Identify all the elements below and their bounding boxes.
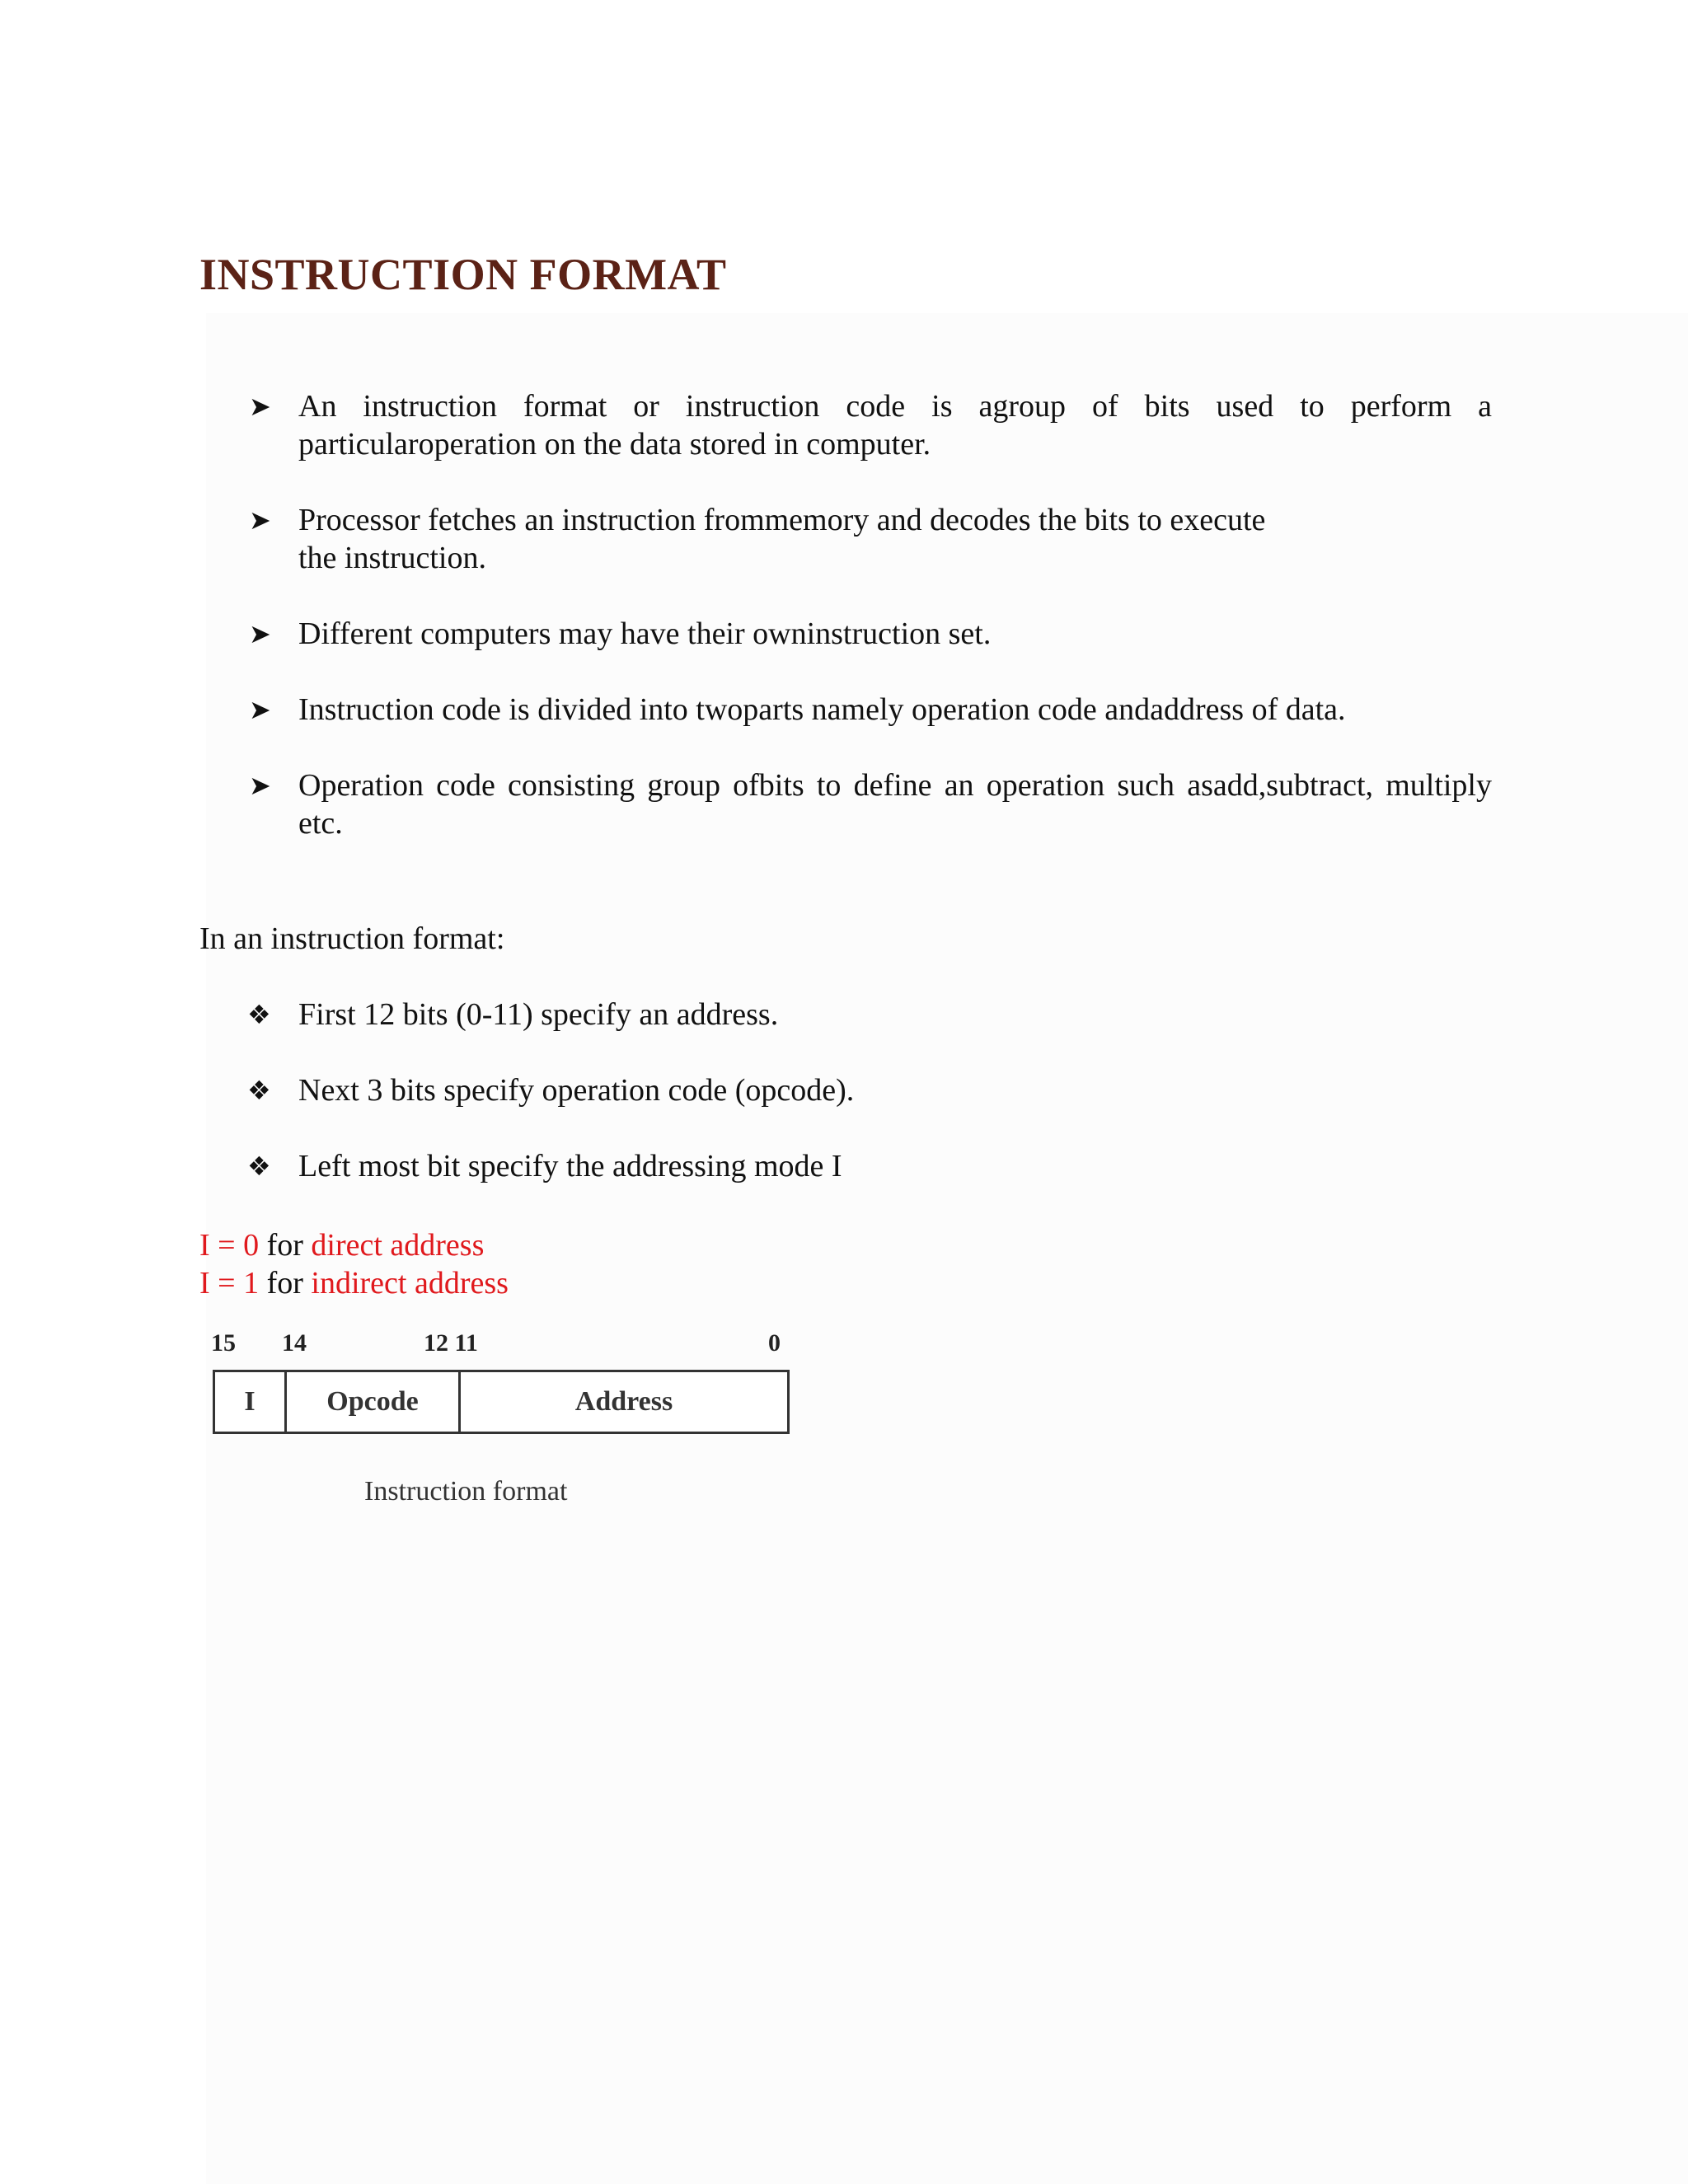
list-item [247, 387, 1492, 463]
format-bullet-list [247, 996, 854, 1223]
list-item-text: Next 3 bits specify operation code (opcode). [298, 1073, 855, 1108]
mode-line-indirect [199, 1264, 509, 1302]
bit-label-14: 14 [282, 1329, 307, 1357]
instruction-format-diagram [199, 1329, 801, 1576]
mode-line-direct [199, 1226, 509, 1264]
mode-condition: I = 0 [199, 1228, 260, 1263]
list-item-text: the instruction. [298, 541, 486, 575]
arrow-bullet-icon: ➤ [249, 391, 271, 422]
arrow-bullet-icon: ➤ [249, 618, 271, 649]
list-item [247, 615, 1492, 653]
arrow-bullet-icon: ➤ [249, 504, 271, 536]
list-item-text: Instruction code is divided into twoparts namely operation code andaddress of data. [298, 692, 1346, 727]
list-item [247, 691, 1492, 729]
list-item [247, 501, 1492, 577]
mode-bit-field: I [213, 1370, 287, 1434]
mode-condition: I = 1 [199, 1266, 260, 1301]
list-item [247, 1147, 854, 1185]
page-title: INSTRUCTION FORMAT [199, 250, 727, 299]
diamond-bullet-icon: ❖ [247, 999, 271, 1030]
mode-connector: for [266, 1228, 303, 1263]
list-item-text: An instruction format or instruction code is agroup of bits used to perform a particularoperation on the data stored in computer. [298, 389, 1492, 462]
mode-meaning: indirect address [311, 1266, 509, 1301]
bit-label-12-11: 12 11 [424, 1329, 478, 1357]
list-item-text: First 12 bits (0-11) specify an address. [298, 997, 779, 1032]
list-item-text: Operation code consisting group ofbits to define an operation such asadd,subtract, multiply etc. [298, 768, 1492, 841]
diamond-bullet-icon: ❖ [247, 1075, 271, 1106]
arrow-bullet-icon: ➤ [249, 694, 271, 725]
list-item-text: Left most bit specify the addressing mode I [298, 1149, 842, 1183]
diamond-bullet-icon: ❖ [247, 1151, 271, 1182]
address-field: Address [458, 1370, 790, 1434]
opcode-field: Opcode [284, 1370, 461, 1434]
list-item-text: Different computers may have their owninstruction set. [298, 616, 992, 651]
mode-connector: for [266, 1266, 303, 1301]
bullet-list [247, 387, 1492, 880]
figure-caption: Instruction format [364, 1476, 568, 1507]
mode-meaning: direct address [311, 1228, 485, 1263]
intro-text: In an instruction format: [199, 921, 505, 956]
bit-label-15: 15 [211, 1329, 236, 1357]
list-item-text: Processor fetches an instruction frommemory and decodes the bits to execute [298, 503, 1266, 537]
addressing-modes [199, 1226, 509, 1302]
bit-label-0: 0 [768, 1329, 781, 1357]
list-item [247, 996, 854, 1033]
list-item [247, 1071, 854, 1109]
arrow-bullet-icon: ➤ [249, 770, 271, 801]
list-item [247, 766, 1492, 842]
